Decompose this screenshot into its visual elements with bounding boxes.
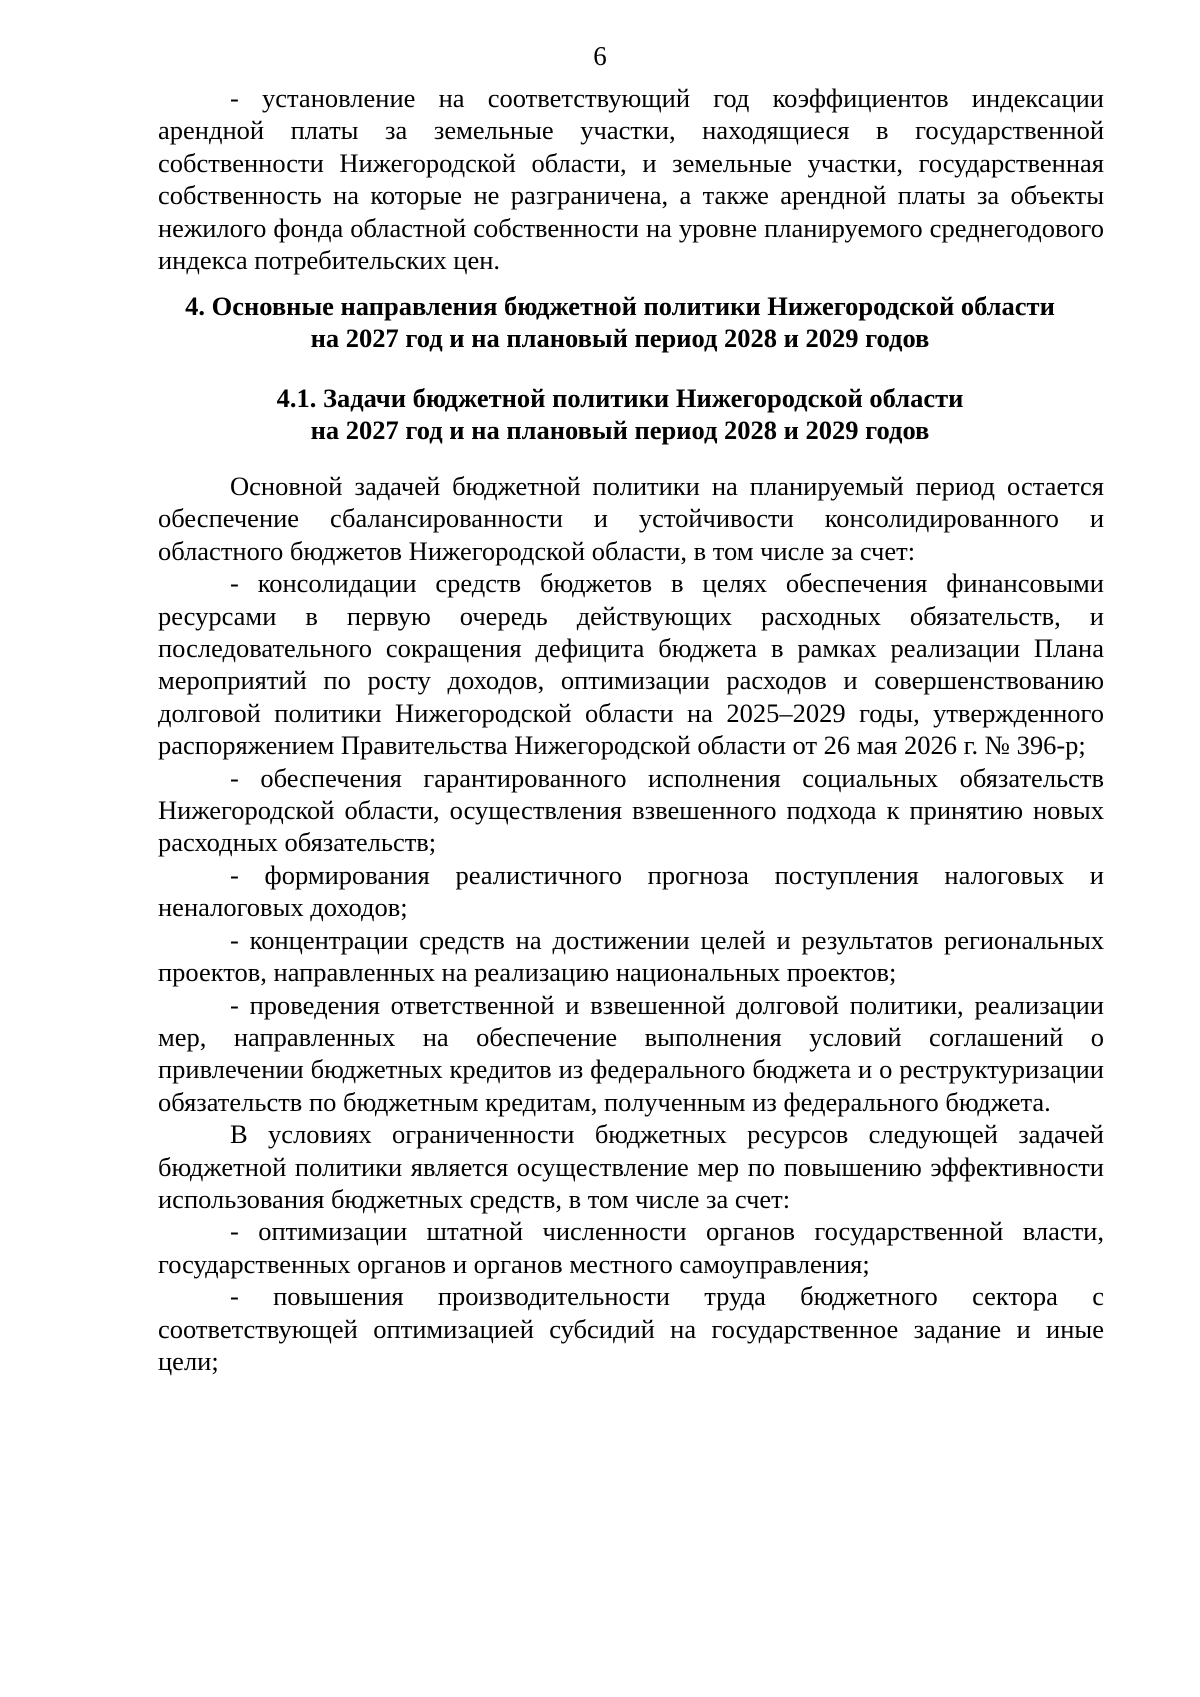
- body-paragraph: - обеспечения гарантированного исполнения социальных обязательств Нижегородской области, осуществления взвешенного подхода к принятию новых расходных обязательств;: [158, 762, 1104, 858]
- body-paragraph: - проведения ответственной и взвешенной долговой политики, реализации мер, направленных на обеспечение выполнения условий соглашений о привлечении бюджетных кредитов из федерального бюджета и о реструктуризации обязательств по бюджетным кредитам, полученным из федерального бюджета.: [158, 989, 1104, 1117]
- intro-paragraph: - установление на соответствующий год коэффициентов индексации арендной платы за земельные участки, находящиеся в государственной собственности Нижегородской области, и земельные участки, государственная собственность на которые не разграничена, а также арендной платы за объекты нежилого фонда областной собственности на уровне планируемого среднегодового индекса потребительских цен.: [158, 83, 1104, 276]
- section-4-1-heading-line1: 4.1. Задачи бюджетной политики Нижегородской области: [276, 383, 964, 413]
- section-4-heading: [120, 290, 1120, 355]
- body-paragraph: - консолидации средств бюджетов в целях обеспечения финансовыми ресурсами в первую очередь действующих расходных обязательств, и последовательного сокращения дефицита бюджета в рамках реализации Плана мероприятий по росту доходов, оптимизации расходов и совершенствованию долговой политики Нижегородской области на 2025–2029 годы, утвержденного распоряжением Правительства Нижегородской области от 26 мая 2026 г. № 396-р;: [158, 568, 1104, 761]
- body-paragraph: - формирования реалистичного прогноза поступления налоговых и неналоговых доходов;: [158, 859, 1104, 923]
- body-paragraph: Основной задачей бюджетной политики на планируемый период остается обеспечение сбалансированности и устойчивости консолидированного и областного бюджетов Нижегородской области, в том числе за счет:: [158, 471, 1104, 566]
- body-paragraph: В условиях ограниченности бюджетных ресурсов следующей задачей бюджетной политики является осуществление мер по повышению эффективности использования бюджетных средств, в том числе за счет:: [158, 1119, 1104, 1214]
- section-4-1-heading: [120, 382, 1120, 447]
- intro-block: [158, 82, 1104, 276]
- page-number: 6: [593, 41, 607, 71]
- body-paragraph: - оптимизации штатной численности органов государственной власти, государственных органов и органов местного самоуправления;: [158, 1216, 1104, 1279]
- section-4-heading-line1: 4. Основные направления бюджетной политики Нижегородской области: [185, 291, 1055, 321]
- body-paragraph: - повышения производительности труда бюджетного сектора с соответствующей оптимизацией субсидий на государственное задание и иные цели;: [158, 1281, 1104, 1376]
- section-4-1-heading-line2: на 2027 год и на плановый период 2028 и 2029 годов: [310, 415, 930, 446]
- section-4-heading-line2: на 2027 год и на плановый период 2028 и 2029 годов: [310, 323, 930, 354]
- body-paragraph: - концентрации средств на достижении целей и результатов региональных проектов, направленных на реализацию национальных проектов;: [158, 924, 1104, 988]
- body-text: [158, 470, 1104, 1377]
